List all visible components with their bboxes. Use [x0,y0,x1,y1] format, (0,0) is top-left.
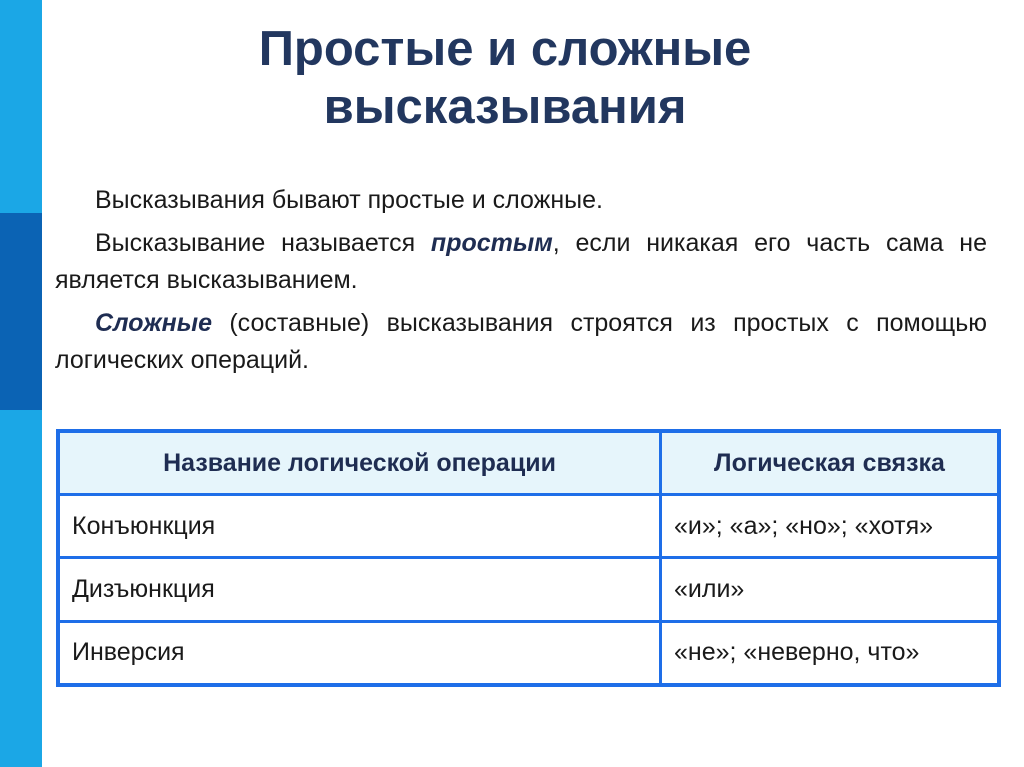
operation-name-cell: Дизъюнкция [58,558,661,621]
connective-cell: «или» [661,558,1000,621]
paragraph-complex-definition [55,305,987,379]
paragraph-simple-after: , если никакая его часть сама не является высказыванием. [55,229,988,294]
connective-cell: «и»; «а»; «но»; «хотя» [661,495,1000,558]
table-row [58,558,999,621]
slide-title-line1: Простые и сложные [258,22,752,76]
slide-title-line2: высказывания [323,80,687,134]
table-header-row [58,431,999,495]
paragraph-complex-after: (составные) высказывания строятся из простых с помощью логических операций. [55,309,987,374]
paragraph-simple-definition [55,225,987,299]
table-row [58,621,999,685]
term-simple: простым [430,229,553,257]
column-header-connective: Логическая связка [661,431,1000,495]
logical-operations-table [56,429,1001,687]
operation-name-cell: Конъюнкция [58,495,661,558]
table-row [58,495,999,558]
slide-body [55,182,987,385]
paragraph-intro: Высказывания бывают простые и сложные. [95,186,603,214]
term-complex: Сложные [95,309,212,337]
column-header-operation-name: Название логической операции [58,431,661,495]
sidebar-accent-decoration [0,213,42,410]
connective-cell: «не»; «неверно, что» [661,621,1000,685]
paragraph-simple-before: Высказывание называется [95,229,431,257]
slide-title [140,20,870,136]
operation-name-cell: Инверсия [58,621,661,685]
